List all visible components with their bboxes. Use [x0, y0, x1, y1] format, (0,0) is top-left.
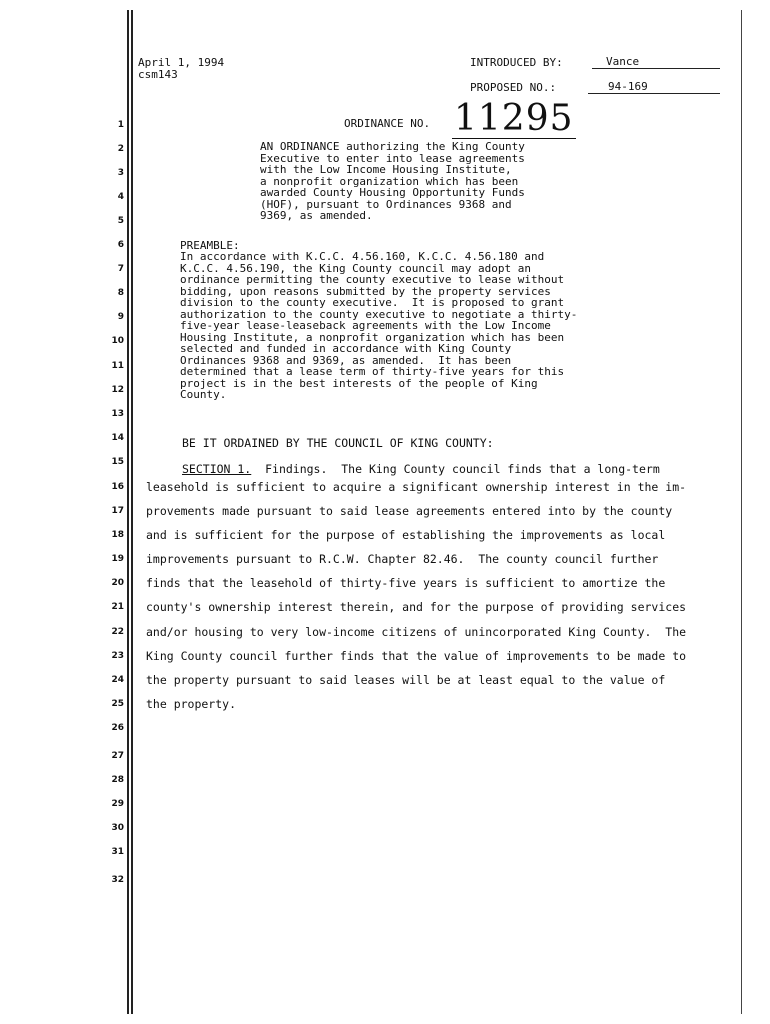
left-margin-rule — [127, 10, 129, 1014]
line-number: 30 — [111, 823, 124, 833]
ordinance-number: 11295 — [454, 98, 574, 139]
line-number: 11 — [111, 361, 124, 371]
line-number: 25 — [111, 699, 124, 709]
preamble-line: Housing Institute, a nonprofit organization which has been — [180, 330, 565, 344]
section-line: and/or housing to very low-income citizens of unincorporated King County. The — [146, 625, 687, 639]
preamble-line: authorization to the county executive to negotiate a thirty- — [180, 307, 578, 321]
section-first-line — [182, 462, 660, 476]
preamble-line: project is in the best interests of the people of King — [180, 376, 538, 390]
section-first-line-text: Findings. The King County council finds that a long-term — [251, 462, 660, 476]
line-number: 31 — [111, 847, 124, 857]
line-number: 12 — [111, 385, 124, 395]
section-line: county's ownership interest therein, and for the purpose of providing services — [146, 600, 687, 614]
right-margin-rule — [741, 10, 742, 1014]
line-number: 21 — [111, 602, 124, 612]
line-number: 27 — [111, 751, 124, 761]
section-line: and is sufficient for the purpose of establishing the improvements as local — [146, 528, 666, 542]
introduced-by-value: Vance — [592, 55, 720, 69]
line-number: 20 — [111, 578, 124, 588]
title-line: Executive to enter into lease agreements — [260, 151, 525, 165]
document-date: April 1, 1994 — [138, 56, 225, 69]
enacting-clause: BE IT ORDAINED BY THE COUNCIL OF KING COUNTY: — [182, 436, 494, 450]
line-number: 14 — [111, 433, 124, 443]
section-line: provements made pursuant to said lease agreements entered into by the county — [146, 504, 673, 518]
file-code: csm143 — [138, 67, 178, 81]
preamble-line: Ordinances 9368 and 9369, as amended. It has been — [180, 353, 512, 367]
line-number: 29 — [111, 799, 124, 809]
line-number: 23 — [111, 651, 124, 661]
line-number: 19 — [111, 554, 124, 564]
section-line: finds that the leasehold of thirty-five years is sufficient to amortize the — [146, 576, 666, 590]
title-line: with the Low Income Housing Institute, — [260, 163, 512, 176]
preamble-line: K.C.C. 4.56.190, the King County council may adopt an — [180, 261, 531, 275]
preamble-line: selected and funded in accordance with King County — [180, 342, 512, 355]
section-line: leasehold is sufficient to acquire a significant ownership interest in the im- — [146, 480, 687, 494]
line-number: 28 — [111, 775, 124, 785]
preamble-line: bidding, upon reasons submitted by the property services — [180, 284, 551, 298]
section-label: SECTION 1. — [182, 462, 252, 476]
title-line: awarded County Housing Opportunity Funds — [260, 186, 525, 199]
line-number: 8 — [117, 288, 124, 298]
section-line: improvements pursuant to R.C.W. Chapter 82.46. The county council further — [146, 552, 659, 566]
preamble-text — [180, 251, 650, 401]
line-number: 13 — [111, 409, 124, 419]
title-line: 9369, as amended. — [260, 209, 373, 222]
line-number: 2 — [117, 144, 124, 154]
line-number: 5 — [117, 216, 124, 226]
line-number: 10 — [111, 336, 124, 346]
section-line: the property. — [146, 697, 237, 711]
title-line: a nonprofit organization which has been — [260, 174, 519, 188]
line-number: 6 — [117, 240, 124, 250]
line-number: 18 — [111, 530, 124, 540]
title-line: (HOF), pursuant to Ordinances 9368 and — [260, 197, 512, 211]
line-number: 3 — [117, 168, 124, 178]
line-number: 9 — [117, 312, 124, 322]
line-number: 16 — [111, 482, 124, 492]
preamble-line: five-year lease-leaseback agreements with the Low Income — [180, 319, 551, 332]
header-left — [138, 57, 224, 80]
proposed-no-value: 94-169 — [588, 80, 720, 94]
section-line: the property pursuant to said leases will be at least equal to the value of — [146, 673, 666, 687]
preamble-heading: PREAMBLE: — [180, 239, 240, 252]
introduced-by-label: INTRODUCED BY: — [470, 56, 563, 69]
line-number: 22 — [111, 627, 124, 637]
preamble-line: division to the county executive. It is proposed to grant — [180, 296, 565, 309]
preamble-line: determined that a lease term of thirty-five years for this — [180, 365, 565, 378]
preamble-line: County. — [180, 388, 227, 401]
section-line: King County council further finds that the value of improvements to be made to — [146, 649, 687, 663]
ordinance-title — [260, 141, 600, 222]
title-line: AN ORDINANCE authorizing the King County — [260, 140, 525, 153]
line-number: 32 — [111, 875, 124, 885]
line-number: 24 — [111, 675, 124, 685]
line-number: 7 — [117, 264, 124, 274]
line-number: 15 — [111, 457, 124, 467]
preamble-line: ordinance permitting the county executive to lease without — [180, 273, 565, 286]
proposed-no-label: PROPOSED NO.: — [470, 81, 557, 94]
line-number: 4 — [117, 192, 124, 202]
ordinance-label: ORDINANCE NO. — [344, 117, 431, 130]
line-number: 1 — [117, 120, 124, 130]
preamble-line: In accordance with K.C.C. 4.56.160, K.C.C. 4.56.180 and — [180, 250, 545, 263]
line-number: 26 — [111, 723, 124, 733]
line-number: 17 — [111, 506, 124, 516]
left-margin-rule-inner — [131, 10, 133, 1014]
